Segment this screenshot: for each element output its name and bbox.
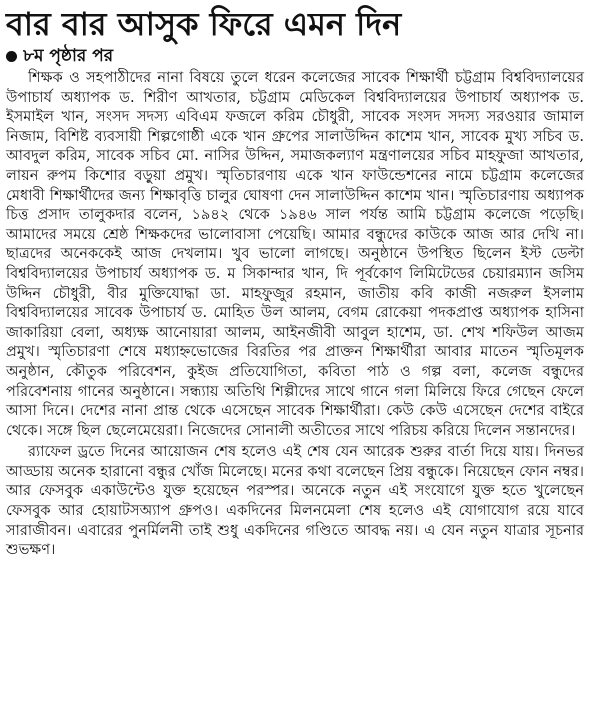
bullet-icon: [6, 51, 17, 62]
paragraph-1: শিক্ষক ও সহপাঠীদের নানা বিষয়ে তুলে ধরেন কলেজের সাবেক শিক্ষার্থী চট্টগ্রাম বিশ্ববিদ্যালয়ের উপাচার্য অধ্যাপক ড. শিরীণ আখতার, চট্টগ্রাম মেডিকেল বিশ্ববিদ্যালয়ের উপাচার্য অধ্যাপক ড. ইসমাইল খান, সংসদ সদস্য এবিএম ফজলে করিম চৌধুরী, সাবেক সংসদ সদস্য সরওয়ার জামাল নিজাম, বিশিষ্ট ব্যবসায়ী শিল্পগোষ্ঠী একে খান গ্রুপের সালাউদ্দিন কাশেম খান, সাবেক মুখ্য সচিব ড. আবদুল করিম, সাবেক সচিব মো. নাসির উদ্দিন, সমাজকল্যাণ মন্ত্রণালয়ের সচিব মাহফুজা আখতার, লায়ন রুপম কিশোর বড়ুয়া প্রমুখ। স্মৃতিচারণায় একে খান ফাউন্ডেশনের নামে চট্টগ্রাম কলেজের মেধাবী শিক্ষার্থীদের জন্য শিক্ষাবৃত্তি চালুর ঘোষণা দেন সালাউদ্দিন কাশেম খান। স্মৃতিচারণায় অধ্যাপক চিত্ত প্রসাদ তালুকদার বলেন, ১৯৪২ থেকে ১৯৪৬ সাল পর্যন্ত আমি চট্টগ্রাম কলেজে পড়েছি। আমাদের সময়ে শ্রেষ্ঠ শিক্ষকদের ভালোবাসা পেয়েছি। আমার বন্ধুদের কাউকে আজ আর দেখি না। ছাত্রদের অনেককেই আজ দেখলাম। খুব ভালো লাগছে। অনুষ্ঠানে উপস্থিত ছিলেন ইস্ট ডেল্টা বিশ্ববিদ্যালয়ের উপাচার্য অধ্যাপক ড. ম সিকান্দার খান, দি পূর্বকোণ লিমিটেডের চেয়ারম্যান জসিম উদ্দিন চৌধুরী, বীর মুক্তিযোদ্ধা ডা. মাহফুজুর রহমান, জাতীয় কবি কাজী নজরুল ইসলাম বিশ্ববিদ্যালয়ের সাবেক উপাচার্য ড. মোহিত উল আলম, বেগম রোকেয়া পদকপ্রাপ্ত অধ্যাপক হাসিনা জাকারিয়া বেলা, অধ্যক্ষ আনোয়ারা আলম, আইনজীবী আবুল হাশেম, ডা. শেখ শফিউল আজম প্রমুখ। স্মৃতিচারণা শেষে মধ্যাহ্নভোজের বিরতির পর প্রাক্তন শিক্ষার্থীরা আবার মাতেন স্মৃতিমূলক অনুষ্ঠান, কৌতুক পরিবেশন, কুইজ প্রতিযোগিতা, কবিতা পাঠ ও গল্প বলা, কলেজ বন্ধুদের পরিবেশনায় গানের অনুষ্ঠানে। সন্ধ্যায় অতিথি শিল্পীদের সাথে গানে গলা মিলিয়ে ফিরে গেছেন ফেলে আসা দিনে। দেশের নানা প্রান্ত থেকে এসেছেন সাবেক শিক্ষার্থীরা। কেউ কেউ এসেছেন দেশের বাইরে থেকে। সঙ্গে ছিল ছেলেমেয়েরা। নিজেদের সোনালী অতীতের সাথে পরিচয় করিয়ে দিলেন সন্তানদের।: [6, 69, 584, 439]
continued-from-label: ৮ম পৃষ্ঠার পর: [23, 46, 114, 66]
continued-from-line: [6, 46, 584, 66]
headline: বার বার আসুক ফিরে এমন দিন: [6, 5, 402, 43]
paragraph-2: র‍্যাফেল ড্রতে দিনের আয়োজন শেষ হলেও এই শেষ যেন আরেক শুরুর বার্তা দিয়ে যায়। দিনভর আড্ডায় অনেক হারানো বন্ধুর খোঁজ মিলেছে। মনের কথা বলেছেন প্রিয় বন্ধুকে। নিয়েছেন ফোন নম্বর। আর ফেসবুক একাউন্টেও যুক্ত হয়েছেন পরস্পর। অনেকে নতুন এই সংযোগে যুক্ত হতে খুলেছেন ফেসবুক আর হোয়াটসঅ্যাপ গ্রুপও। একদিনের মিলনমেলা শেষ হলেও এই যোগাযোগ রয়ে যাবে সারাজীবন। এবারের পুনর্মিলনী তাই শুধু একদিনের গণ্ডিতে আবদ্ধ নয়। এ যেন নতুন যাত্রার সূচনার শুভক্ষণ।: [6, 443, 584, 559]
article-body: [6, 68, 584, 560]
